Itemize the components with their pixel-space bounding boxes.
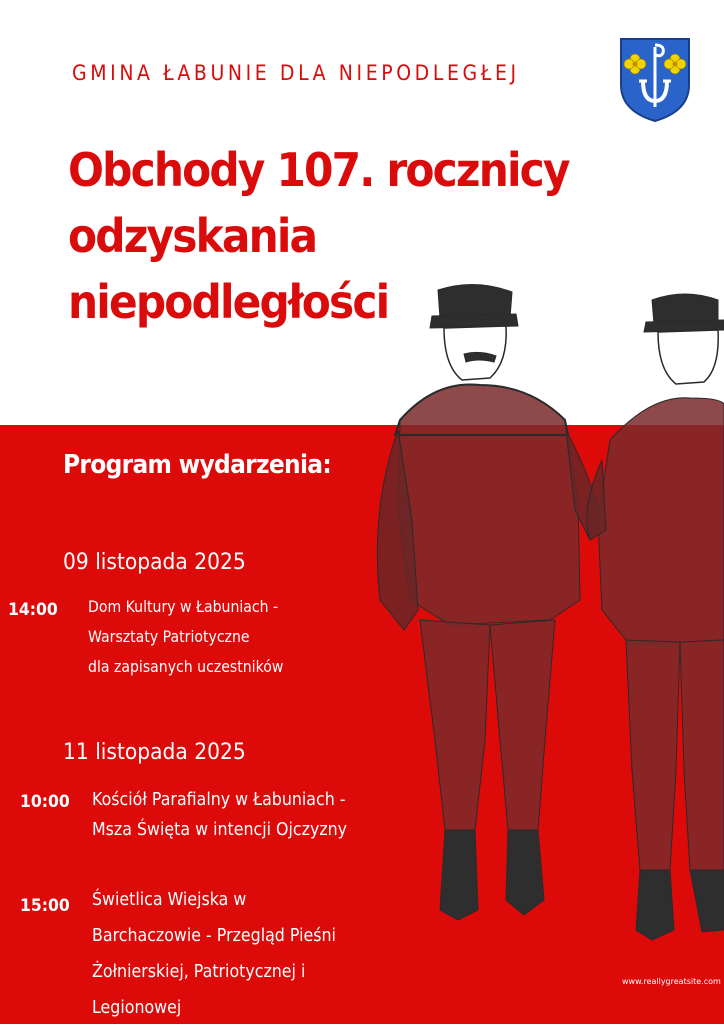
soldier-right — [587, 294, 724, 940]
event-line: Barchaczowie - Przegląd Pieśni — [92, 925, 336, 946]
event-date: 09 listopada 2025 — [63, 550, 246, 575]
event-line: Żołnierskiej, Patriotycznej i — [92, 961, 306, 982]
event-time: 14:00 — [8, 600, 58, 620]
event-line: Warsztaty Patriotyczne — [88, 627, 250, 646]
event-description — [92, 785, 347, 845]
event-description — [92, 882, 336, 1026]
program-heading: Program wydarzenia: — [63, 450, 331, 480]
event-line: Świetlica Wiejska w — [92, 889, 247, 910]
event-line: Legionowej — [92, 997, 182, 1018]
website-url: www.reallygreatsite.com — [622, 977, 721, 986]
event-time: 10:00 — [20, 792, 70, 812]
title-line: niepodległości — [68, 275, 389, 329]
title-line: Obchody 107. rocznicy — [68, 143, 569, 197]
coat-of-arms-icon — [619, 37, 691, 123]
event-description — [88, 592, 283, 682]
event-time: 15:00 — [20, 896, 70, 916]
soldier-left — [377, 284, 602, 920]
event-line: Msza Święta w intencji Ojczyzny — [92, 819, 348, 840]
event-line: dla zapisanych uczestników — [88, 657, 284, 676]
event-line: Dom Kultury w Łabuniach - — [88, 597, 279, 616]
organizer-heading: GMINA ŁABUNIE DLA NIEPODLEGŁEJ — [72, 61, 520, 85]
event-line: Kościół Parafialny w Łabuniach - — [92, 789, 346, 810]
soldiers-illustration — [340, 270, 724, 970]
event-date: 11 listopada 2025 — [63, 740, 246, 765]
title-line: odzyskania — [68, 209, 317, 263]
